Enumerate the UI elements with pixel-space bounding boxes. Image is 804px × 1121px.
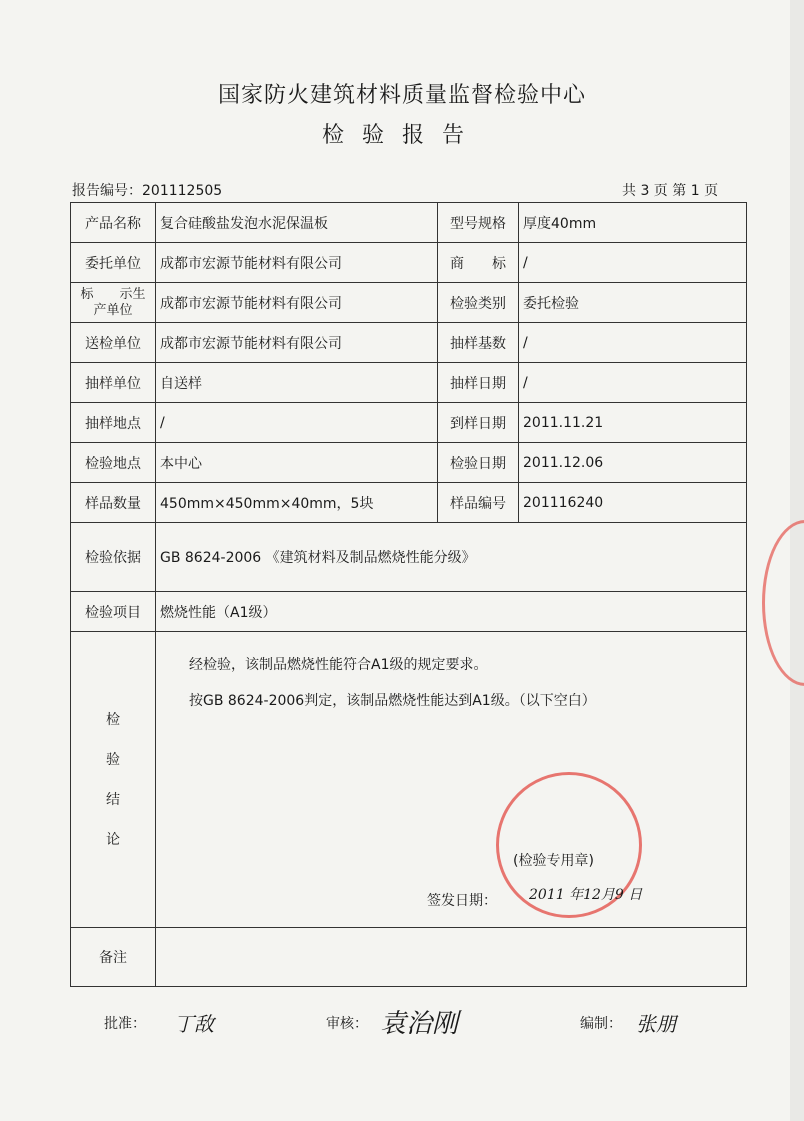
value: 成都市宏源节能材料有限公司 [156, 323, 438, 363]
table-row [71, 363, 747, 403]
value: / [519, 243, 747, 283]
value: 复合硅酸盐发泡水泥保温板 [156, 203, 438, 243]
report-number: 报告编号：201112505 [72, 183, 223, 199]
approve-signature: 丁敌 [174, 1012, 214, 1036]
label: 标 示生产单位 [71, 283, 156, 323]
value [156, 928, 747, 987]
table-row [71, 203, 747, 243]
table-row [71, 403, 747, 443]
table-row [71, 283, 747, 323]
table-row [71, 443, 747, 483]
table-row [71, 632, 747, 928]
page-info: 共 3 页 第 1 页 [622, 183, 719, 199]
conclusion-text: 经检验，该制品燃烧性能符合A1级的规定要求。 [189, 657, 488, 673]
label: 检验类别 [438, 283, 519, 323]
value: 450mm×450mm×40mm，5块 [156, 483, 438, 523]
label: 抽样地点 [71, 403, 156, 443]
label: 备注 [71, 928, 156, 987]
issue-date: 2011 年12月9 日 [529, 887, 643, 903]
value: / [519, 363, 747, 403]
table-row [71, 523, 747, 592]
conclusion-cell [156, 632, 747, 928]
label: 到样日期 [438, 403, 519, 443]
label: 抽样单位 [71, 363, 156, 403]
value: 自送样 [156, 363, 438, 403]
value: / [156, 403, 438, 443]
stamp-note: (检验专用章) [513, 853, 594, 869]
label: 检验依据 [71, 523, 156, 592]
value: 委托检验 [519, 283, 747, 323]
issue-date-label: 签发日期： [427, 893, 497, 909]
review-label: 审核： [326, 1016, 368, 1032]
value: 本中心 [156, 443, 438, 483]
label: 型号规格 [438, 203, 519, 243]
value: 201116240 [519, 483, 747, 523]
value: 厚度40mm [519, 203, 747, 243]
label: 抽样日期 [438, 363, 519, 403]
label: 检验日期 [438, 443, 519, 483]
approve-label: 批准： [104, 1016, 146, 1032]
label: 产品名称 [71, 203, 156, 243]
table-row [71, 483, 747, 523]
value: / [519, 323, 747, 363]
table-row [71, 928, 747, 987]
review-signature: 袁治刚 [380, 1009, 459, 1039]
label: 样品数量 [71, 483, 156, 523]
value: 燃烧性能（A1级） [156, 592, 747, 632]
table-row [71, 243, 747, 283]
label: 送检单位 [71, 323, 156, 363]
label: 商 标 [438, 243, 519, 283]
value: GB 8624-2006 《建筑材料及制品燃烧性能分级》 [156, 523, 747, 592]
page-subtitle: 检验报告 [321, 123, 482, 148]
conclusion-label: 检验结论 [71, 632, 156, 928]
label: 抽样基数 [438, 323, 519, 363]
table-row [71, 323, 747, 363]
compile-label: 编制： [580, 1016, 622, 1032]
label: 检验项目 [71, 592, 156, 632]
conclusion-text: 按GB 8624-2006判定，该制品燃烧性能达到A1级。（以下空白） [189, 693, 596, 709]
value: 2011.12.06 [519, 443, 747, 483]
report-table [70, 202, 747, 987]
page-title: 国家防火建筑材料质量监督检验中心 [217, 83, 586, 108]
value: 2011.11.21 [519, 403, 747, 443]
compile-signature: 张朋 [636, 1012, 676, 1036]
value: 成都市宏源节能材料有限公司 [156, 243, 438, 283]
value: 成都市宏源节能材料有限公司 [156, 283, 438, 323]
label: 检验地点 [71, 443, 156, 483]
table-row [71, 592, 747, 632]
label: 委托单位 [71, 243, 156, 283]
label: 样品编号 [438, 483, 519, 523]
